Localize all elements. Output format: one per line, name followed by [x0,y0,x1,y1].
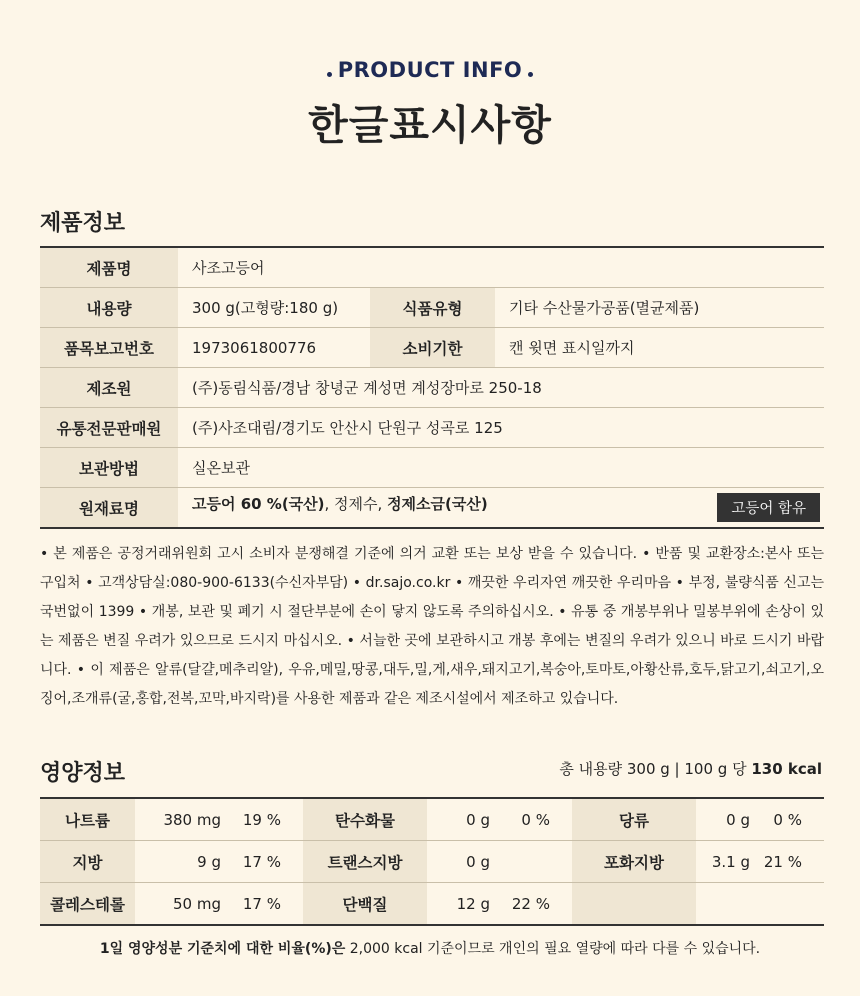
nutrient-name: 포화지방 [572,841,696,883]
product-name-value: 사조고등어 [178,248,824,288]
nutrient-name: 단백질 [303,883,427,926]
volume-label: 내용량 [40,288,178,328]
nutrient-amount: 380 mg [135,799,233,841]
nutrient-percent: 22 % [502,883,572,926]
ingredients-value [178,488,824,529]
table-row [40,799,824,841]
page-header [0,58,860,151]
expiry-label: 소비기한 [370,328,495,368]
table-row [40,288,824,328]
table-row [40,408,824,448]
storage-label: 보관방법 [40,448,178,488]
nutrition-kcal: 130 kcal [751,760,822,778]
nutrient-name: 지방 [40,841,135,883]
distributor-label: 유통전문판매원 [40,408,178,448]
nutrient-percent: 17 % [233,841,303,883]
empty-cell [696,883,762,926]
allergen-badge: 고등어 함유 [717,493,820,522]
notice-text: • 본 제품은 공정거래위원회 고시 소비자 분쟁해결 기준에 의거 교환 또는 보상 받을 수 있습니다. • 반품 및 교환장소:본사 또는 구입처 • 고객상담실:080-900-6133(수신자부담) • dr.sajo.co.kr • 깨끗한 우리자연 깨끗한 우리마음 • 부정, 불량식품 신고는 국번없이 1399 • 개봉, 보관 및 폐기 시 절단부분에 손이 닿지 않도록 주의하십시오. • 유통 중 개봉부위나 밀봉부위에 손상이 있는 제품은 변질 우려가 있으므로 드시지 마십시오. • 서늘한 곳에 보관하시고 개봉 후에는 변질의 우려가 있으니 바로 드시기 바랍니다. • 이 제품은 알류(달걀,메추리알), 우유,메밀,땅콩,대두,밀,게,새우,돼지고기,복숭아,토마토,아황산류,호두,닭고기,쇠고기,오징어,조개류(굴,홍합,전복,꼬막,바지락)를 사용한 제품과 같은 제조시설에서 제조하고 있습니다. [40,546,824,707]
nutrient-amount: 9 g [135,841,233,883]
empty-cell [762,883,824,926]
table-row [40,248,824,288]
product-info-eyebrow [327,58,534,82]
table-row [40,368,824,408]
nutrient-name: 트랜스지방 [303,841,427,883]
dot-icon [327,72,332,77]
ingredient-separator: , 정제수, [324,495,388,513]
nutrient-amount: 50 mg [135,883,233,926]
storage-value: 실온보관 [178,448,824,488]
table-row [40,448,824,488]
table-row [40,328,824,368]
table-row [40,841,824,883]
manufacturer-label: 제조원 [40,368,178,408]
nutrition-summary-text: 총 내용량 300 g | 100 g 당 [559,760,752,778]
table-row [40,883,824,926]
nutrient-amount: 12 g [427,883,502,926]
footnote-rest: 2,000 kcal 기준이므로 개인의 필요 열량에 따라 다를 수 있습니다. [345,941,761,957]
distributor-value: (주)사조대림/경기도 안산시 단원구 성곡로 125 [178,408,824,448]
nutrition-section-title: 영양정보 [40,761,126,786]
nutrient-name: 당류 [572,799,696,841]
table-row [40,488,824,529]
ingredient-salt: 정제소금(국산) [387,495,488,513]
eyebrow-text: PRODUCT INFO [337,58,523,82]
ingredient-main: 고등어 60 %(국산) [192,495,325,513]
product-name-label: 제품명 [40,248,178,288]
report-number-value: 1973061800776 [178,328,370,368]
product-info-table [40,248,824,529]
page-title: 한글표시사항 [308,101,552,149]
food-type-label: 식품유형 [370,288,495,328]
food-type-value: 기타 수산물가공품(멸균제품) [495,288,824,328]
ingredients-label: 원재료명 [40,488,178,529]
expiry-value: 캔 윗면 표시일까지 [495,328,824,368]
nutrient-amount: 0 g [427,799,502,841]
volume-value: 300 g(고형량:180 g) [178,288,370,328]
nutrient-amount: 0 g [427,841,502,883]
nutrient-percent: 21 % [762,841,824,883]
report-number-label: 품목보고번호 [40,328,178,368]
nutrient-percent [502,841,572,883]
nutrient-name: 콜레스테롤 [40,883,135,926]
nutrient-amount: 3.1 g [696,841,762,883]
nutrient-percent: 0 % [762,799,824,841]
nutrient-percent: 19 % [233,799,303,841]
footnote-bold: 1일 영양성분 기준치에 대한 비율(%)은 [99,941,346,957]
dot-icon [528,72,533,77]
empty-cell [572,883,696,926]
nutrient-amount: 0 g [696,799,762,841]
nutrient-percent: 17 % [233,883,303,926]
nutrition-footnote [0,938,860,958]
product-section-title: 제품정보 [40,211,126,236]
nutrient-percent: 0 % [502,799,572,841]
nutrient-name: 나트륨 [40,799,135,841]
nutrition-summary [559,758,822,779]
nutrition-table [40,799,824,926]
nutrient-name: 탄수화물 [303,799,427,841]
manufacturer-value: (주)동림식품/경남 창녕군 계성면 계성장마로 250-18 [178,368,824,408]
